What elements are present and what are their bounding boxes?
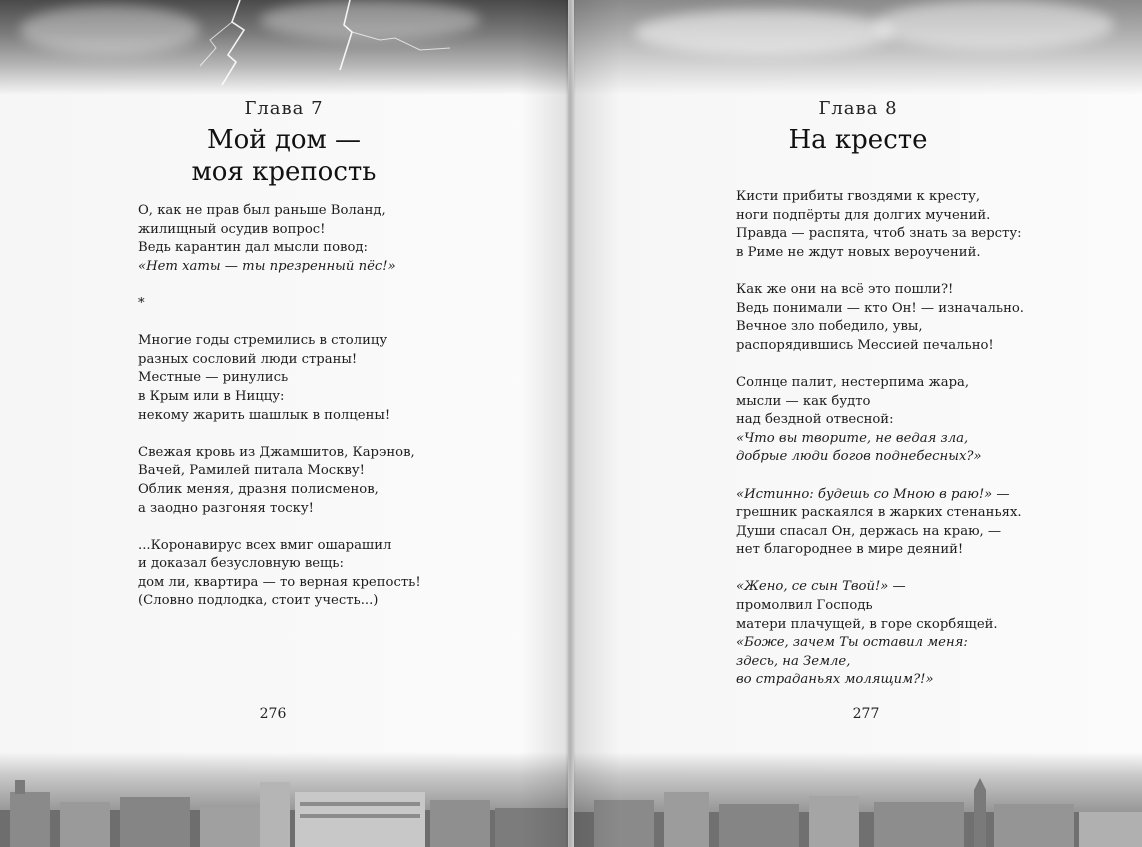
poem-line: мысли — как будто [736,393,871,409]
poem-line: Многие годы стремились в столицу [138,333,388,349]
stanza-gap [736,355,1024,374]
poem-line: нет благороднее в мире деяний! [736,542,964,558]
city-skyline-illustration [574,752,1142,847]
chapter-title-line-2: моя крепость [191,157,377,187]
poem-line: грешник раскаялся в жарких стенаньях. [736,505,1022,521]
poem-line: Кисти прибиты гвоздями к кресту, [736,189,981,204]
poem-line: Ведь карантин дал мысли повод: [138,240,368,256]
poem-line: ноги подпёрты для долгих мучений. [736,207,991,223]
stanza-gap [736,560,1024,579]
poem-text [138,202,421,611]
chapter-label: Глава 8 [818,98,898,119]
stanza-gap [736,262,1024,281]
poem-line: над бездной отвесной: [736,412,894,428]
poem-line: жилищный осудив вопрос! [138,221,326,237]
poem-line: ...Коронавирус всех вмиг ошарашил [138,537,392,553]
lightning-icon [0,0,568,95]
poem-line: здесь, на Земле, [736,653,851,669]
poem-line: во страданьях молящим?!» [736,672,934,688]
poem-line: «Истинно: будешь со Мною в раю!» — [736,486,1010,502]
city-skyline-illustration [0,752,568,847]
poem-line: «Что вы творите, не ведая зла, [736,430,969,446]
poem-line: дом ли, квартира — то верная крепость! [138,574,421,590]
poem-line: Как же они на всё это пошли?! [736,281,954,297]
poem-line: и доказал безусловную вещь: [138,556,344,572]
poem-line: распорядившись Мессией печально! [736,337,994,353]
stanza-gap [138,518,421,537]
poem-line: разных сословий люди страны! [138,351,358,367]
poem-line: матери плачущей, в горе скорбящей. [736,616,998,632]
poem-line: промолвил Господь [736,598,873,614]
poem-line: в Крым или в Ниццу: [138,388,285,404]
chapter-title: На кресте [788,125,928,155]
poem-line: добрые люди богов поднебесных?» [736,449,982,465]
stanza-gap [138,425,421,444]
poem-line: Души спасал Он, держась на краю, — [736,523,1002,539]
poem-line: (Словно подлодка, стоит учесть...) [138,593,379,609]
chapter-title-line-1: Мой дом — [206,125,362,155]
poem-line: Местные — ринулись [138,370,289,386]
poem-line: * [138,295,145,311]
poem-line: О, как не прав был раньше Воланд, [138,203,386,218]
page-number: 277 [852,706,880,722]
stanza-gap [138,314,421,333]
stanza-gap [736,467,1024,486]
poem-line: Правда — распята, чтоб знать за версту: [736,226,1022,242]
poem-line: в Риме не ждут новых вероучений. [736,244,981,260]
poem-text [736,188,1024,690]
poem-line: Солнце палит, нестерпима жара, [736,374,970,390]
poem-line: «Жено, се сын Твой!» — [736,579,906,595]
poem-line: «Нет хаты — ты презренный пёс!» [138,258,396,274]
poem-line: Ведь понимали — кто Он! — изначально. [736,300,1024,316]
storm-sky-illustration [0,0,568,95]
cloudy-sky-illustration [574,0,1142,95]
right-page [574,0,1142,847]
poem-line: Облик меняя, дразня полисменов, [138,481,379,497]
poem-line: а заодно разгоняя тоску! [138,500,314,516]
poem-line: некому жарить шашлык в полцены! [138,407,391,423]
poem-line: Вачей, Рамилей питала Москву! [138,463,365,479]
chapter-label: Глава 7 [244,98,324,119]
poem-line: «Боже, зачем Ты оставил меня: [736,635,968,651]
page-number: 276 [259,706,287,722]
left-page [0,0,568,847]
poem-line: Вечное зло победило, увы, [736,319,923,335]
stanza-gap [138,276,421,295]
poem-line: Свежая кровь из Джамшитов, Карэнов, [138,444,415,460]
